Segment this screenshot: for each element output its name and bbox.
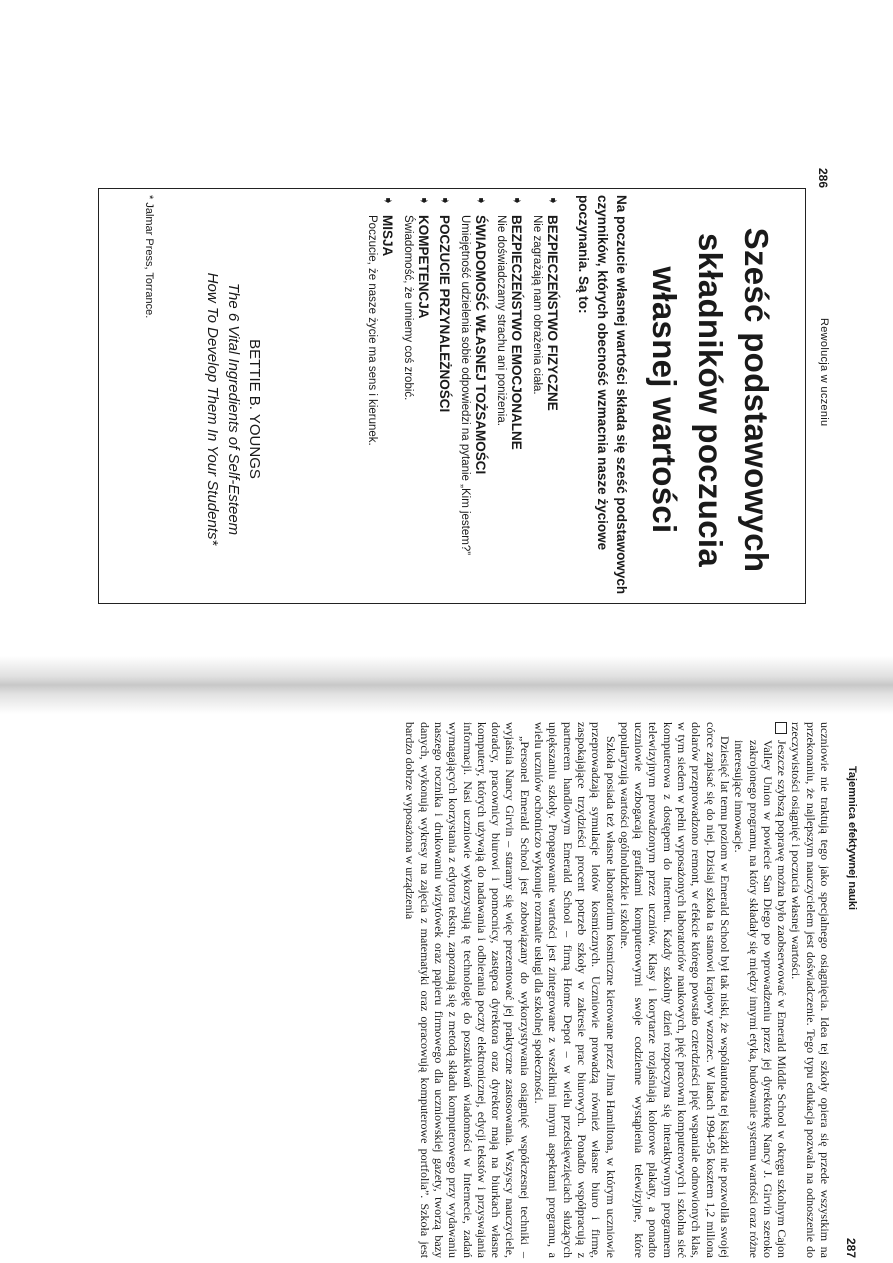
list-item xyxy=(457,193,489,597)
item-text: Nie zagrażają nam obrażenia ciała. xyxy=(531,215,543,395)
left-page xyxy=(70,168,830,608)
box-title-line: Sześć podstawowych xyxy=(738,227,775,573)
list-item xyxy=(436,193,453,597)
left-page-header xyxy=(810,168,830,608)
paragraph: Szkoła posiada też własne laboratorium kosmiczne kierowane przez Jima Hamiltona, w którym uczniowie przeprowadzają symulacje lotów kosmicznych. Uczniowie prowadzą również własne biuro i firmę, zaspokajające trzydzieści procent potrzeb szkoły w zakresie prac biurowych. Ponadto współpracują z partnerem handlowym Emerald School – firmą Home Depot – w wielu przedsięwzięciach służących upiększaniu szkoły. Propagowanie wartości jest zintegrowane z wszelkimi innymi aspektami programu, a wielu uczniów ochotniczo wykonuje rozmaite usługi dla szkolnej społeczności. xyxy=(532,722,618,1258)
paragraph: „Personel Emerald School jest zobowiązany do wykorzystywania osiągnięć współczesnej techniki – wyjaśnia Nancy Girvin – staramy się więc prezentować jej praktyczne zastosowania. Wszyscy nauczyciele, doradcy, pracownicy biurowi i pomocnicy, zastępca dyrektora oraz dyrektor mają na biurkach własne komputery, których używają do nadawania i odbierania poczty elektronicznej, edycji tekstów i przyswajania informacji. Nasi uczniowie wykorzystują tę technologię do poszukiwań wiadomości w Internecie, zadań wymagających korzystania z edytora tekstu, zapoznają się z metodą składu komputerowego przy wydawaniu naszego rocznika i drukowaniu wizytówek oraz papieru firmowego dla uczniowskiej gazety, tworzą bazy danych, wykonują wykresy na zajęcia z matematyki oraz opracowują komputerowe portfolia”. Szkoła jest bardzo dobrze wyposażona w urządzenia xyxy=(403,722,532,1258)
attribution xyxy=(202,229,265,589)
right-page-number: 287 xyxy=(844,1237,858,1258)
list-item xyxy=(400,193,432,597)
right-page xyxy=(78,722,858,1258)
item-heading: BEZPIECZEŃSTWO FIZYCZNE xyxy=(545,215,560,411)
body-text xyxy=(403,722,832,1258)
item-heading: BEZPIECZEŃSTWO EMOCJONALNE xyxy=(509,215,524,450)
right-running-head: Tajemnica efektywnej nauki xyxy=(846,766,858,911)
left-running-head: Rewolucja w uczeniu xyxy=(818,318,830,427)
arrow-icon: ➧ xyxy=(438,195,453,206)
right-page-header xyxy=(840,722,858,1258)
box-title-line: własnej wartości xyxy=(646,266,683,534)
left-page-number: 286 xyxy=(816,168,830,189)
list-item xyxy=(364,193,396,597)
item-text: Umiejętność udzielenia sobie odpowiedzi na pytanie „Kim jestem?” xyxy=(459,215,471,556)
paragraph: Dziesięć lat temu poziom w Emerald School był tak niski, że wspólautorka tej książki nie pozwoliła swojej córce zapisać się do niej. Dzisiaj szkoła ta stanowi krajowy wzorzec. W latach 1994-95 kosztem 1,2 miliona dolarów przeprowadzono remont, w efekcie którego powstało czterdzieści pięć wspaniale odnowionych klas, w tym siedem w pełni wyposażonych laboratoriów naukowych, pięć pracowni komputerowych i szkolna sieć komputerowa z dostępem do Internetu. Każdy szkolny dzień rozpoczyna się interaktywnym programem telewizyjnym prowadzonym przez uczniów. Klasy i korytarze rozjaśniają kolorowe plakaty, a ponadto uczniowie wzbogacają grafikami komputerowymi swoje codzienne wystąpienia telewizyjne, które popularyzują wartości ogólnoludzkie i szkolne. xyxy=(617,722,732,1258)
bullet-item xyxy=(732,722,789,1258)
arrow-icon: ➧ xyxy=(381,195,396,206)
author-name: BETTIE B. YOUNGS xyxy=(246,339,263,479)
item-text: Nie doświadczamy strachu ani poniżenia. xyxy=(495,215,507,426)
item-heading: POCZUCIE PRZYNALEŻNOŚCI xyxy=(437,215,452,413)
bullet-text: Jeszcze szybszą poprawę można było zaobserwować w Emerald Middle School w okręgu szkolnym Cajon Valley Union w powiecie San Diego po wprowadzeniu przez jej dyrektorkę Nancy J. Girvin szeroko zakrojonego programu, na który składały się między innymi etyka, budowanie systemu wartości oraz różne interesujące innowacje. xyxy=(732,740,790,1258)
paragraph: uczniowie nie traktują tego jako specjalnego osiągnięcia. Idea tej szkoły opiera się przede wszystkim na przekonaniu, że najlepszym nauczycielem jest doświadczenie. Tego typu edukacja pozwala na odnoszenie do rzeczywistości osiągnięć i poczucia własnej wartości. xyxy=(789,722,832,1258)
box-title xyxy=(641,225,779,575)
list-item xyxy=(529,193,561,597)
item-heading: ŚWIADOMOŚĆ WŁASNEJ TOŻSAMOŚCI xyxy=(473,215,488,475)
item-text: Świadomość, że umiemy coś zrobić. xyxy=(402,215,414,401)
box-intro: Na poczucie własnej wartości składa się sześć podstawowych czynników, których obecność wzmacnia nasze życiowe poczynania. Są to: xyxy=(576,195,629,595)
book-title-line: How To Develop Them In Your Students* xyxy=(204,272,221,546)
item-heading: MISJA xyxy=(380,215,395,257)
footnote: * Jalmar Press, Torrance. xyxy=(143,195,155,319)
list-item xyxy=(493,193,525,597)
book-title-line: The 6 Vital Ingredients of Self-Esteem xyxy=(225,282,242,536)
checkbox-bullet-icon xyxy=(775,722,787,734)
item-heading: KOMPETENCJA xyxy=(416,215,431,319)
box-title-line: składników poczucia xyxy=(692,233,729,567)
ingredient-list xyxy=(360,193,561,597)
item-text: Poczucie, że nasze życie ma sens i kierunek. xyxy=(366,215,378,446)
sidebar-box xyxy=(98,188,806,604)
arrow-icon: ➧ xyxy=(474,195,489,206)
arrow-icon: ➧ xyxy=(546,195,561,206)
arrow-icon: ➧ xyxy=(510,195,525,206)
book-binding-shadow xyxy=(0,656,893,714)
arrow-icon: ➧ xyxy=(417,195,432,206)
